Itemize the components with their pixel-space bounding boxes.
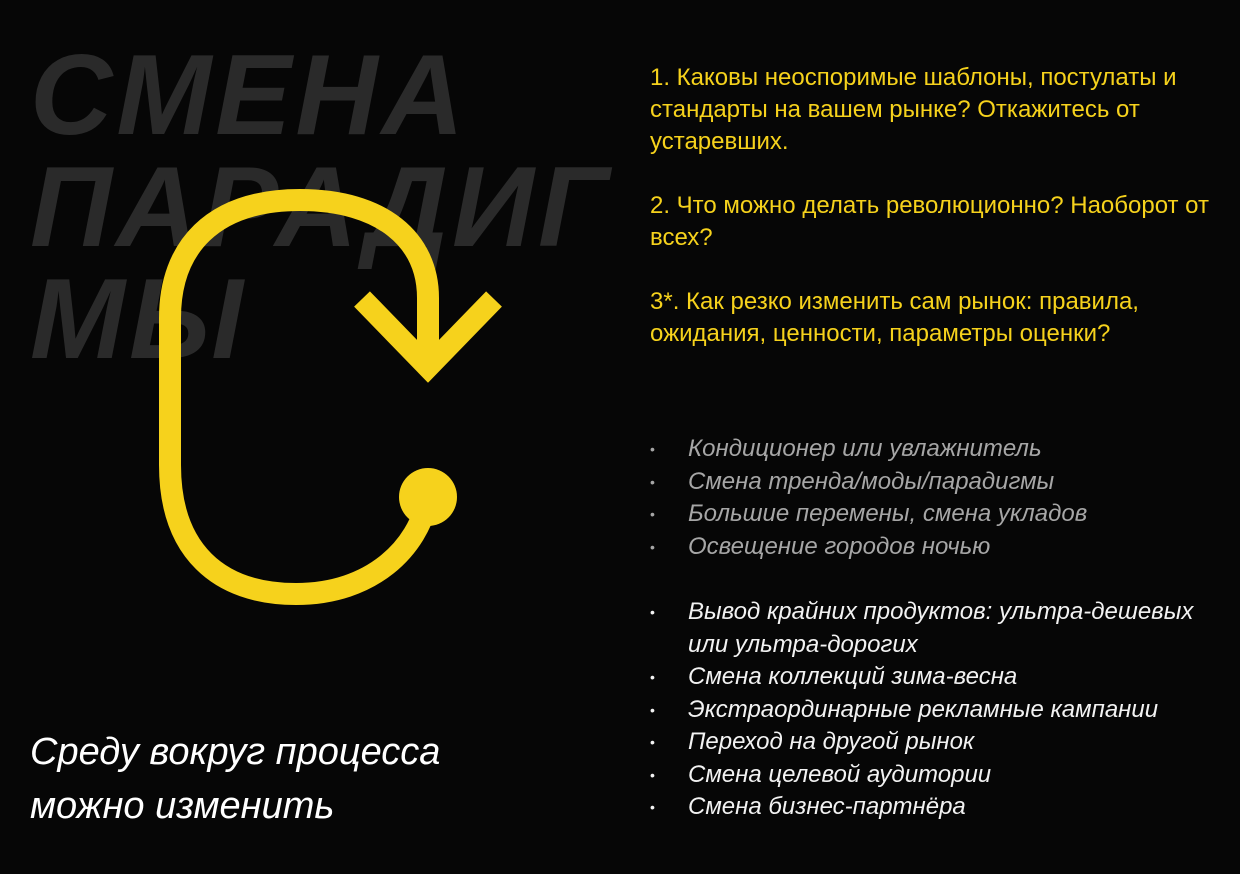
bullet-icon: • <box>650 766 655 783</box>
caption-line: можно изменить <box>30 785 335 827</box>
list-item <box>650 433 1225 466</box>
bullet-icon: • <box>650 669 655 685</box>
cycle-arrow-icon <box>0 0 620 620</box>
list-item <box>650 596 1225 661</box>
questions-block <box>650 62 1225 382</box>
list-item-text: Экстраординарные рекламные кампании <box>688 695 1159 723</box>
bullet-icon: • <box>650 473 655 490</box>
bullet-icon: • <box>650 799 655 815</box>
bullet-icon: • <box>650 734 655 750</box>
background-title-line: ПАРАДИГ <box>30 144 613 271</box>
list-item-text: Вывод крайних продуктов: ультра-дешевых или ультра-дорогих <box>688 598 1194 658</box>
list-item-text: Освещение городов ночью <box>688 532 991 560</box>
bullet-icon: • <box>650 604 655 620</box>
caption-line: Среду вокруг процесса <box>30 731 441 773</box>
list-item <box>650 759 1225 792</box>
question-1: 1. Каковы неоспоримые шаблоны, постулаты и стандарты на вашем рынке? Откажитесь от устаревших. <box>650 64 1177 155</box>
caption <box>30 725 440 833</box>
cycle-loop-path <box>170 200 428 594</box>
list-item <box>650 466 1225 499</box>
list-item-text: Переход на другой рынок <box>688 728 975 755</box>
question-3: 3*. Как резко изменить сам рынок: правила, ожидания, ценности, параметры оценки? <box>650 288 1139 347</box>
list-item-text: Смена тренда/моды/парадигмы <box>688 467 1055 495</box>
list-item <box>650 694 1225 727</box>
question-2: 2. Что можно делать революционно? Наоборот от всех? <box>650 192 1209 251</box>
list-item <box>650 726 1225 759</box>
list-item-text: Большие перемены, смена укладов <box>688 500 1088 527</box>
cycle-start-dot <box>399 468 457 526</box>
bullet-icon: • <box>650 538 655 555</box>
list-item <box>650 791 1225 824</box>
bullet-icon: • <box>650 701 655 718</box>
list-item-text: Кондиционер или увлажнитель <box>688 435 1042 462</box>
bullet-icon: • <box>650 506 655 522</box>
examples-list-gray <box>650 433 1225 563</box>
list-item <box>650 498 1225 531</box>
background-title-line: СМЕНА <box>30 32 468 159</box>
bullet-icon: • <box>650 441 655 457</box>
examples-list-white <box>650 596 1225 824</box>
background-title-line: МЫ <box>30 256 247 383</box>
list-item <box>650 531 1225 564</box>
list-item-text: Смена бизнес-партнёра <box>688 793 966 820</box>
list-item-text: Смена целевой аудитории <box>688 760 992 788</box>
list-item-text: Смена коллекций зима-весна <box>688 663 1018 690</box>
list-item <box>650 661 1225 694</box>
